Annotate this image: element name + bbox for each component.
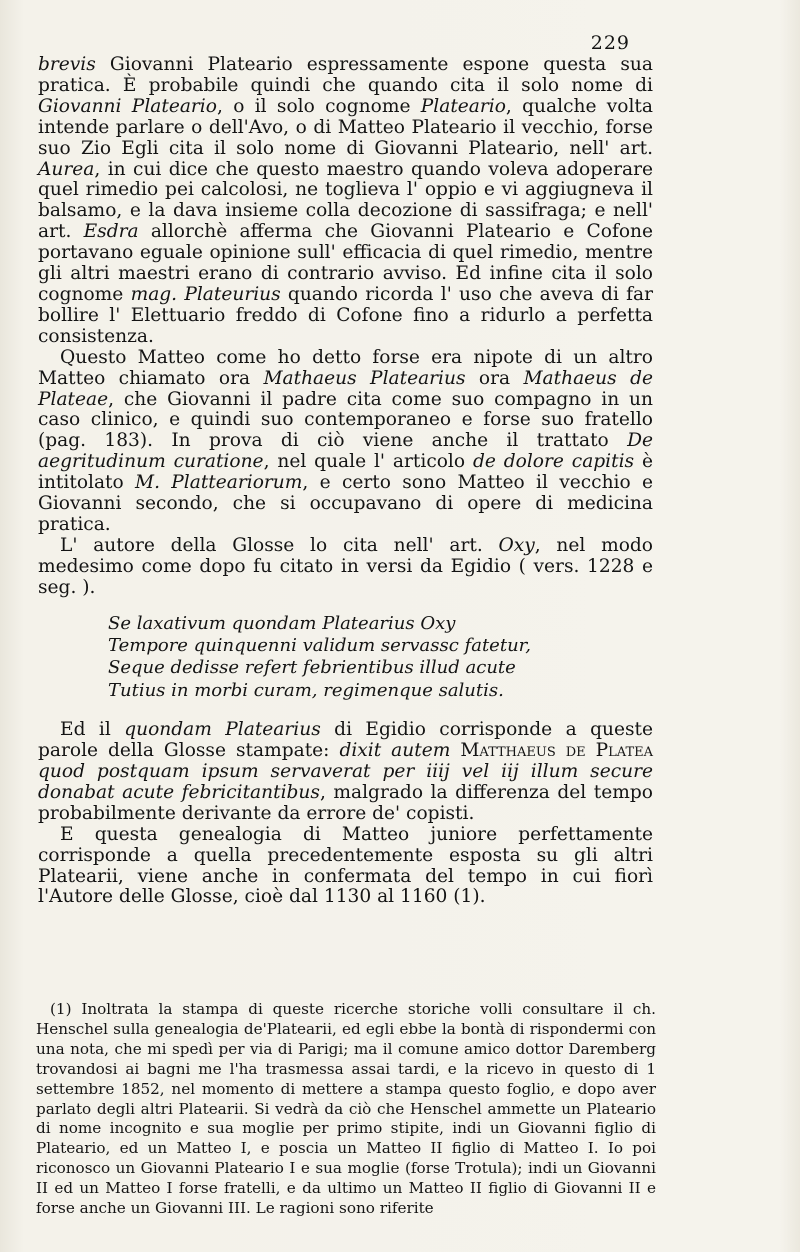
text-run: Matthaeus de Platea xyxy=(460,740,654,762)
footnote xyxy=(36,1000,656,1219)
text-run: , che Giovanni il padre cita come suo compagno in un caso clinico, e quindi suo contemporaneo e forse suo fratello (pag. 183). In prova di ciò viene anche il trattato xyxy=(38,388,653,452)
italic-text: Oxy xyxy=(498,534,535,556)
text-run: , nel modo medesimo come dopo fu citato in versi da Egidio ( vers. 1228 e seg. ). xyxy=(38,534,653,598)
italic-text: Esdra xyxy=(83,221,139,243)
text-run: di Egidio corrisponde a queste parole della Glosse stampate: xyxy=(38,719,653,762)
text-run: , nel quale l' articolo xyxy=(263,451,473,473)
paragraphs-after-verse xyxy=(38,720,653,908)
footnote-text: (1) Inoltrata la stampa di queste ricerche storiche volli consultare il ch. Henschel sulla genealogia de'Platearii, ed egli ebbe la bontà di rispondermi con una nota, che mi spedì per via di Parigi; ma il comune amico dottor Daremberg trovandosi ai bagni me l'ha trasmessa assai tardi, e la ricevo in questo di 1 settembre 1852, nel momento di mettere a stampa questo foglio, e dopo aver parlato degli altri Platearii. Si vedrà da ciò che Henschel ammette un Plateario di nome incognito e sua moglie per primo stipite, indi un Giovanni figlio di Plateario, ed un Matteo I, e poscia un Matteo II figlio di Matteo I. Io poi riconosco un Giovanni Plateario I e sua moglie (forse Trotula); indi un Giovanni II ed un Matteo I forse fratelli, e da ultimo un Matteo II figlio di Giovanni II e forse anche un Giovanni III. Le ragioni sono riferite xyxy=(36,1000,656,1218)
italic-text: quod postquam ipsum servaverat per iiij vel iij illum secure donabat acute febricitantibus xyxy=(38,761,653,803)
text-run: Ed il xyxy=(60,719,125,741)
text-run: quando ricorda l' uso che aveva di far bollire l' Elettuario freddo di Cofone fino a ridurlo a perfetta consistenza. xyxy=(38,283,653,347)
italic-text: Giovanni Plateario xyxy=(38,95,217,117)
text-run: , malgrado la differenza del tempo probabilmente derivante da errore de' copisti. xyxy=(38,781,653,824)
text-run: E questa genealogia di Matteo juniore perfettamente corrisponde a quella precedentemente esposta su gli altri Platearii, viene anche in confermata del tempo in cui fiorì l'Autore delle Glosse, cioè dal 1130 al 1160 (1). xyxy=(38,823,653,908)
italic-text: quondam Platearius xyxy=(124,719,321,741)
text-run: , in cui dice che questo maestro quando voleva adoperare quel rimedio pei calcolosi, ne toglieva l' oppio e vi aggiugneva il balsamo, e la dava insieme colla decozione di sassifraga; e nell' art. xyxy=(38,158,653,243)
main-text xyxy=(38,55,653,908)
text-run: Giovanni Plateario espressamente espone questa sua pratica. È probabile quindi che quando cita il solo nome di xyxy=(38,54,653,96)
text-run: ora xyxy=(465,367,524,389)
italic-text: Mathaeus de Plateae xyxy=(38,367,653,410)
text-run: Questo Matteo come ho detto forse era nipote di un altro Matteo chiamato ora xyxy=(38,346,653,389)
paragraph-p3 xyxy=(38,536,653,599)
italic-text: Plateario xyxy=(420,95,506,117)
text-run: , o il solo cognome xyxy=(216,95,421,117)
paragraph-p4 xyxy=(38,720,653,825)
text-run: , qualche volta intende parlare o dell'Avo, o di Matteo Plateario il vecchio, forse suo Zio Egli cita il solo nome di Giovanni Plateario, nell' art. xyxy=(38,95,653,159)
text-run: L' autore della Glosse lo cita nell' art. xyxy=(60,534,499,556)
italic-text: De aegritudinum curatione xyxy=(38,430,653,473)
italic-text: dixit autem xyxy=(339,740,461,762)
verse-line: Se laxativum quondam Platearius Oxy xyxy=(108,612,456,634)
paragraphs-before-verse xyxy=(38,55,653,599)
verse-line: Tutius in morbi curam, regimenque salutis. xyxy=(108,679,504,701)
italic-text: M. Platteariorum xyxy=(135,472,303,494)
italic-text: mag. Plateurius xyxy=(130,283,281,305)
text-run: è intitolato xyxy=(38,451,653,494)
italic-text: Aurea xyxy=(38,158,95,180)
verse-quotation xyxy=(108,613,653,703)
text-run: allorchè afferma che Giovanni Plateario e Cofone portavano eguale opinione sull' efficacia di quel rimedio, mentre gli altri maestri erano di contrario avviso. Ed infine cita il solo cognome xyxy=(38,221,653,305)
paragraph-p2 xyxy=(38,348,653,536)
verse-line: Tempore quinquenni validum servassc fatetur, xyxy=(108,634,532,656)
text-run: , e certo sono Matteo il vecchio e Giovanni secondo, che si occupavano di opere di medicina pratica. xyxy=(38,472,654,535)
page-number: 229 xyxy=(590,32,630,54)
italic-text: de dolore capitis xyxy=(472,451,635,473)
paragraph-p1 xyxy=(38,55,653,348)
italic-text: Mathaeus Platearius xyxy=(263,367,466,389)
italic-text: brevis xyxy=(38,54,96,75)
verse-line: Seque dedisse refert febrientibus illud acute xyxy=(108,657,516,679)
paragraph-p5 xyxy=(38,825,653,909)
